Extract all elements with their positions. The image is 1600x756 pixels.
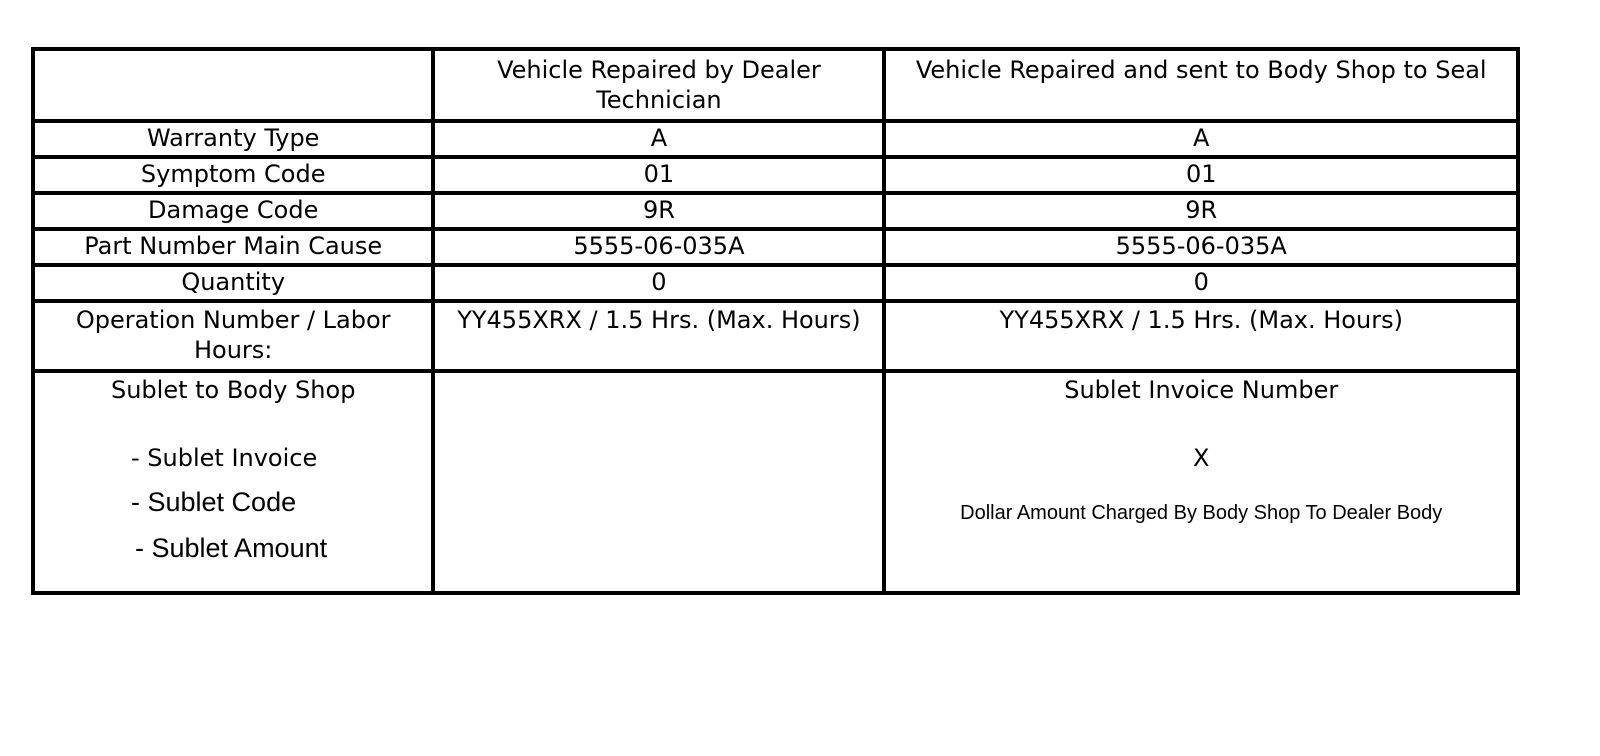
row-label: Symptom Code: [33, 157, 433, 193]
sublet-invoice-x-mark: X: [1193, 444, 1210, 472]
row-label: Warranty Type: [33, 121, 433, 157]
sublet-invoice-label: - Sublet Invoice: [131, 444, 318, 472]
sublet-bodyshop-cell: [884, 371, 1518, 593]
row-bodyshop-value: YY455XRX / 1.5 Hrs. (Max. Hours): [884, 301, 1518, 371]
table-row-part-number: [33, 229, 1518, 265]
header-dealer-cell: Vehicle Repaired by Dealer Technician: [433, 49, 884, 121]
table-row-sublet: [33, 371, 1518, 593]
sublet-amount-label: - Sublet Amount: [135, 533, 328, 563]
row-dealer-value: YY455XRX / 1.5 Hrs. (Max. Hours): [433, 301, 884, 371]
table-row-damage-code: [33, 193, 1518, 229]
table-row-symptom-code: [33, 157, 1518, 193]
row-label: Part Number Main Cause: [33, 229, 433, 265]
sublet-invoice-number-label: Sublet Invoice Number: [1064, 376, 1339, 404]
sublet-dealer-cell: [433, 371, 884, 593]
sublet-label-cell: [33, 371, 433, 593]
header-label-cell: [33, 49, 433, 121]
row-dealer-value: A: [433, 121, 884, 157]
warranty-comparison-table: [31, 47, 1520, 595]
row-dealer-value: 0: [433, 265, 884, 301]
row-label: Quantity: [33, 265, 433, 301]
table-row-warranty-type: [33, 121, 1518, 157]
row-bodyshop-value: 9R: [884, 193, 1518, 229]
row-label: Damage Code: [33, 193, 433, 229]
row-bodyshop-value: A: [884, 121, 1518, 157]
row-bodyshop-value: 01: [884, 157, 1518, 193]
row-bodyshop-value: 5555-06-035A: [884, 229, 1518, 265]
row-dealer-value: 01: [433, 157, 884, 193]
row-dealer-value: 9R: [433, 193, 884, 229]
sublet-code-label: - Sublet Code: [131, 487, 297, 517]
sublet-dollar-amount-note: Dollar Amount Charged By Body Shop To Dealer Body: [960, 502, 1443, 524]
header-bodyshop-cell: Vehicle Repaired and sent to Body Shop to Seal: [884, 49, 1518, 121]
row-dealer-value: 5555-06-035A: [433, 229, 884, 265]
row-bodyshop-value: 0: [884, 265, 1518, 301]
table-row-operation-number: [33, 301, 1518, 371]
sublet-title: Sublet to Body Shop: [110, 376, 356, 404]
row-label: Operation Number / Labor Hours:: [33, 301, 433, 371]
table-row-quantity: [33, 265, 1518, 301]
table-header-row: [33, 49, 1518, 121]
